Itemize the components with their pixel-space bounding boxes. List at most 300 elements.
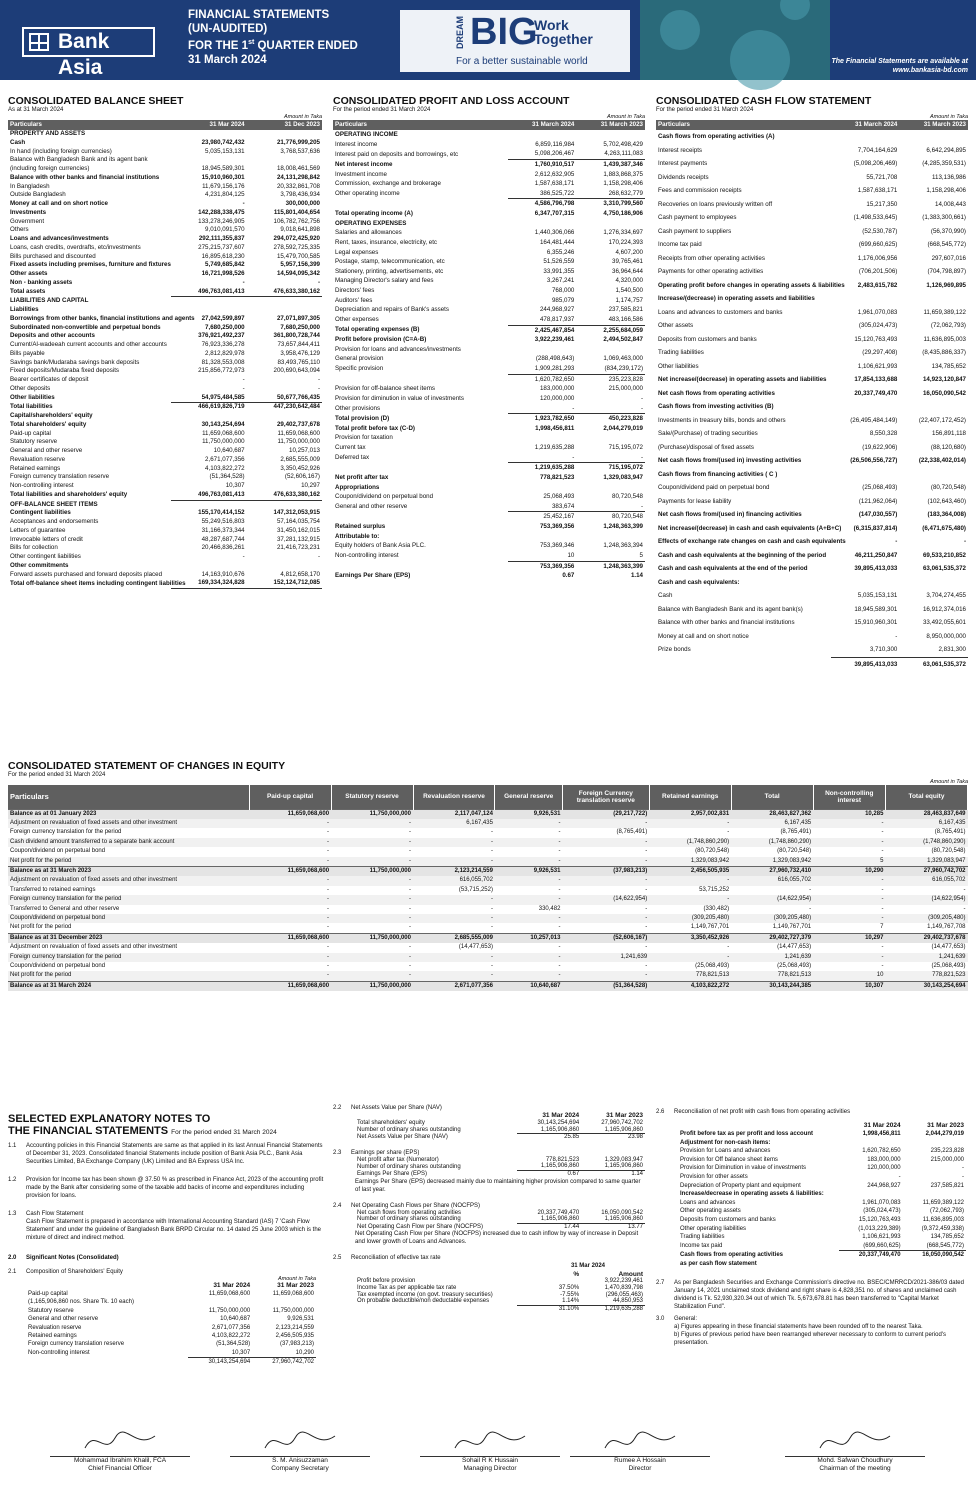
cell-value: 1,219,635,288 — [581, 1305, 645, 1312]
table-row — [333, 522, 645, 532]
table-row — [333, 179, 645, 189]
row-label: Adjustment on revaluation of fixed assets and other investment — [8, 819, 249, 828]
cell-value: 753,369,346 — [539, 542, 575, 550]
row-label: Loans and advances/investments — [10, 235, 109, 242]
col-header: 31 Mar 2024 — [542, 1112, 580, 1120]
cell-value: 142,288,338,475 — [198, 208, 245, 216]
cell-value: - — [813, 838, 885, 847]
cell-value: 73,657,844,411 — [277, 341, 320, 348]
cell-value: - — [640, 404, 643, 412]
cell-value — [899, 576, 968, 590]
table-row — [333, 404, 645, 414]
table-row — [333, 286, 645, 296]
cell-value: 11,659,068,600 — [249, 981, 331, 991]
table-row — [8, 886, 968, 895]
cell-value: - — [249, 857, 331, 867]
cell-value: 496,763,081,413 — [171, 288, 246, 297]
cell-value: -7.55% — [560, 1291, 580, 1298]
cell-value: - — [640, 453, 643, 461]
row-label: Net cash flows from/(used in) financing activities — [658, 511, 802, 518]
col-header: General reserve — [495, 785, 563, 809]
promo-big: BIG — [470, 11, 538, 53]
row-label: Letters of guarantee — [10, 526, 66, 534]
table-row — [8, 518, 322, 527]
table-row — [656, 265, 968, 279]
cell-value: 447,230,642,484 — [247, 403, 322, 412]
row-label: (1,165,906,860 nos. Share Tk. 10 each) — [28, 1299, 134, 1306]
cash-flow-table — [656, 120, 968, 671]
cell-value: (51,364,528) — [209, 473, 245, 481]
row-label: Other commitments — [10, 561, 69, 569]
cell-value: 27,042,599,897 — [201, 314, 245, 322]
cell-value: 292,111,355,837 — [198, 235, 245, 242]
row-label: Other operating assets — [680, 1208, 741, 1215]
cell-value: (1,748,860,290) — [649, 838, 731, 847]
cell-value: - — [495, 914, 563, 923]
cell-value: 778,821,523 — [545, 1156, 580, 1163]
cell-value — [508, 532, 577, 542]
table-row — [8, 473, 322, 482]
table-row — [8, 200, 322, 209]
header-website-link[interactable]: www.bankasia-bd.com — [892, 67, 968, 74]
table-row — [656, 427, 968, 441]
cell-value: 7,704,164,629 — [857, 146, 898, 154]
row-label: Money at call and on short notice — [10, 200, 108, 207]
cell-value: - — [881, 829, 884, 836]
cell-value — [839, 1190, 902, 1199]
cell-value: - — [558, 848, 561, 855]
cell-value: 1,440,306,066 — [534, 229, 575, 237]
table-row — [333, 424, 645, 434]
cell-value: (80,720,548) — [695, 848, 730, 855]
col-header: 31 Mar 2023 — [927, 1122, 964, 1130]
row-label: Investments — [10, 208, 47, 216]
cell-value: 2,671,077,356 — [413, 981, 495, 991]
cell-value: 39,895,413,033 — [831, 657, 900, 671]
cell-value: 30,143,254,694 — [885, 981, 967, 991]
table-row — [26, 1358, 316, 1367]
cell-value: (668,545,772) — [926, 1242, 964, 1249]
cell-value: (296,055,463) — [605, 1291, 643, 1298]
cell-value: (52,606,167) — [284, 473, 320, 481]
row-label: Balance as at 31 March 2023 — [8, 866, 249, 876]
cell-value: - — [413, 953, 495, 962]
table-row — [8, 571, 322, 580]
cell-value: 30,143,244,385 — [731, 981, 813, 991]
col-header: Foreign Currency translation reserve — [562, 785, 649, 809]
cell-value: 244,968,927 — [867, 1182, 901, 1189]
cell-value: 1,329,083,942 — [731, 857, 813, 867]
cell-value: 81,328,553,008 — [201, 358, 245, 366]
row-label: Paid-up capital — [10, 429, 51, 437]
cell-value: 4,812,658,170 — [280, 570, 320, 578]
cell-value: 11,750,000,000 — [331, 981, 413, 991]
cell-value: (14,622,954) — [731, 895, 813, 904]
cell-value: (52,530,787) — [862, 227, 898, 235]
cell-value: - — [572, 453, 575, 461]
cell-value: 39,895,413,033 — [854, 565, 898, 572]
note-2-7: As per Bangladesh Securities and Exchange Commission's directive no. BSEC/CMRRCD/2021-386/03 dated January 14, 2021 unclaimed stock dividend and right share is 4,828,351 no. of shares and unclaimed cash dividend is Tk. 52,930,320.34 out of which Tk. 5,673,678.81 has been transferred to "Capital Market Stabilization Fund". — [674, 1279, 964, 1310]
cell-value: (704,798,897) — [927, 268, 966, 275]
row-label: Adjustment for non-cash items: — [680, 1139, 771, 1146]
bank-logo — [22, 27, 155, 79]
table-row — [656, 454, 968, 468]
cell-value: 120,000,000 — [867, 1165, 901, 1172]
row-label: Directors' fees — [335, 287, 375, 294]
cell-value: - — [558, 944, 561, 951]
cell-value: 1,126,969,895 — [926, 281, 966, 289]
signatory-name: Rumee A Hossain — [570, 1456, 710, 1465]
cell-value: - — [881, 963, 884, 969]
cell-value: (1,498,533,645) — [853, 214, 898, 221]
table-row — [8, 562, 322, 571]
tax-rate-table — [355, 1270, 645, 1312]
cell-value: 15,217,350 — [866, 200, 898, 208]
cell-value: 33,492,055,601 — [922, 619, 966, 626]
row-label: Bearer certificates of deposit — [10, 376, 89, 383]
signatory-name: Mohd. Safwan Choudhury — [785, 1456, 925, 1465]
row-label: Deposits and other accounts — [10, 332, 95, 340]
row-label: Net profit after tax — [335, 473, 389, 481]
cell-value: (25,068,493) — [695, 963, 730, 969]
cell-value: - — [963, 886, 966, 893]
cell-value: - — [727, 944, 730, 951]
row-label: Managing Director's salary and fees — [335, 277, 434, 285]
cell-value: - — [327, 848, 330, 855]
cell-value: 6,642,294,895 — [926, 146, 966, 154]
row-label — [26, 1358, 188, 1367]
cell-value: - — [558, 829, 561, 836]
col-header: Particulars — [656, 120, 831, 130]
cell-value: (330,482) — [703, 905, 730, 912]
cell-value: 20,337,749,470 — [854, 389, 898, 397]
cell-value: 37.50% — [558, 1284, 580, 1291]
row-label: Depreciation of Property plant and equipment — [680, 1182, 801, 1189]
row-label: Other operating liabilities — [680, 1225, 747, 1232]
table-row — [8, 923, 968, 933]
cell-value: - — [249, 819, 331, 828]
table-row — [678, 1173, 966, 1182]
cell-value: 15,910,960,301 — [201, 173, 245, 181]
cell-value: 80,720,548 — [576, 512, 645, 522]
cell-value: 10,640,687 — [495, 981, 563, 991]
cell-value: 278,592,725,335 — [273, 243, 320, 251]
shareholders-equity-table — [26, 1282, 316, 1367]
cell-value: - — [331, 971, 413, 981]
row-label: General and other reserve — [10, 447, 83, 454]
cell-value: - — [813, 876, 885, 885]
row-label: Coupon/dividend on perpetual bond — [10, 963, 106, 969]
table-row — [656, 589, 968, 603]
table-row — [8, 270, 322, 279]
cell-value: 30,143,254,694 — [201, 420, 245, 428]
table-row — [333, 149, 645, 159]
cell-value: 3,922,239,461 — [604, 1278, 643, 1285]
cell-value: 11,750,000,000 — [208, 1307, 251, 1314]
tax-rate-period: 31 Mar 2024 — [570, 1263, 605, 1270]
row-label — [656, 657, 831, 671]
table-row — [355, 1157, 645, 1164]
cell-value: - — [558, 963, 561, 969]
row-label: Fees and commission receipts — [658, 187, 742, 194]
cell-value: (25,068,493) — [931, 963, 966, 969]
note-number: 1.2 — [8, 1177, 17, 1183]
cell-value — [247, 412, 322, 421]
table-row — [8, 156, 322, 165]
promo-tagline: For a better sustainable world — [456, 56, 588, 67]
cell-value: 16,912,374,016 — [922, 605, 966, 613]
cell-value: 11,659,068,600 — [249, 933, 331, 943]
row-label: Provision for Diminution in value of investments — [680, 1165, 807, 1172]
cell-value: 1,587,638,171 — [857, 187, 898, 194]
cell-value: 5,035,153,131 — [857, 592, 898, 599]
profit-loss-table — [333, 120, 645, 581]
note-1-1: Accounting policies in this Financial Statements are same as that applied in its last Annual Financial Statements of December 31, 2023. Consolidated financial Statements include position of Bank Asia PLC., Bank Asia Securities Limited, BA Exchange Company (UK) Limited and BA Express USA Inc. — [26, 1143, 323, 1165]
cell-value: - — [331, 895, 413, 904]
table-row — [656, 535, 968, 549]
signatory-role: Chairman of the meeting — [819, 1465, 891, 1472]
row-label: Cash dividend amount transferred to a separate bank account — [8, 838, 249, 847]
signature-block — [220, 1428, 380, 1473]
cell-value: - — [317, 553, 320, 560]
cell-value: 183,000,000 — [867, 1156, 901, 1163]
cell-value: (37,983,213) — [562, 866, 649, 876]
cell-value: 3,710,300 — [869, 646, 898, 653]
row-label: Bills for collection — [10, 544, 58, 552]
table-row — [656, 319, 968, 333]
cell-value: 753,369,356 — [539, 523, 575, 530]
cell-value: 1,620,782,650 — [508, 374, 577, 384]
cell-value: 2,044,279,019 — [603, 424, 643, 432]
table-row — [8, 288, 322, 297]
cell-value: 10,307 — [813, 981, 885, 991]
cell-value: - — [249, 953, 331, 962]
table-row — [333, 228, 645, 238]
table-row — [8, 482, 322, 491]
row-label: Paid-up capital — [28, 1291, 68, 1297]
cell-value — [171, 306, 246, 315]
row-label: Coupon/dividend on perpetual bond — [335, 493, 434, 501]
cell-value: 1,248,363,399 — [576, 561, 645, 571]
cell-value — [171, 562, 246, 571]
cell-value — [171, 297, 246, 306]
table-row — [333, 345, 645, 355]
cell-value: 1,174,757 — [615, 296, 643, 304]
cell-value — [576, 130, 645, 140]
cell-value: 450,223,828 — [576, 414, 645, 424]
cell-value: - — [495, 819, 563, 828]
cell-value: - — [249, 876, 331, 885]
cell-value: 1,923,782,650 — [508, 414, 577, 424]
note-number: 3.0 — [656, 1315, 665, 1322]
row-label: Investments in treasury bills, bonds and others — [658, 416, 786, 424]
row-label: Provision for off-balance sheet items — [335, 385, 435, 393]
cell-value: (80,720,548) — [931, 848, 966, 855]
table-row — [678, 1225, 966, 1234]
row-label: Effects of exchange rate changes on cash and cash equivalents — [658, 538, 846, 545]
row-label: In Bangladesh — [10, 182, 50, 190]
row-label: Total off-balance sheet items including contingent liabilities — [10, 579, 186, 587]
cell-value: (1,748,860,290) — [885, 838, 967, 847]
cell-value: 36,964,644 — [612, 267, 643, 275]
cell-value: 21,776,999,205 — [276, 138, 320, 146]
balance-sheet-title: CONSOLIDATED BALANCE SHEET — [8, 95, 184, 107]
cell-value: 1,760,910,517 — [508, 159, 577, 169]
cell-value: 7,680,250,000 — [280, 323, 320, 331]
table-row — [678, 1242, 966, 1251]
table-row — [26, 1298, 316, 1306]
row-label: Borrowings from other banks, financial institutions and agents — [10, 314, 195, 322]
cell-value: - — [645, 944, 648, 951]
cell-value: (309,205,480) — [885, 914, 967, 923]
table-row — [656, 360, 968, 374]
col-header: 31 March 2024 — [508, 120, 577, 130]
table-row — [333, 238, 645, 248]
cell-value: 2,255,684,059 — [576, 325, 645, 335]
cell-value: 20,337,749,470 — [839, 1251, 902, 1260]
signature-mark — [260, 1428, 340, 1456]
table-row — [355, 1210, 645, 1217]
cell-value: 4,103,822,272 — [649, 981, 731, 991]
cell-value: (183,364,008) — [927, 511, 966, 518]
table-row — [656, 468, 968, 482]
row-label: Loans and advances — [680, 1199, 736, 1206]
table-row — [8, 933, 968, 943]
cell-value: 1,069,463,000 — [603, 355, 643, 363]
cell-value: 170,224,393 — [608, 238, 643, 246]
table-row — [656, 333, 968, 347]
cell-value: (8,765,491) — [616, 829, 648, 836]
cell-value: 1,587,638,171 — [534, 180, 575, 188]
cell-value: 1,149,767,701 — [772, 924, 812, 931]
cell-value: - — [495, 895, 563, 904]
bank-name: Bank Asia — [58, 30, 110, 79]
table-row — [355, 1285, 645, 1292]
signature-mark — [600, 1428, 680, 1456]
cell-value: 113,136,986 — [932, 173, 966, 181]
table-row — [656, 292, 968, 306]
row-label: Statutory reserve — [28, 1307, 74, 1314]
cell-value: 3,350,452,926 — [649, 933, 731, 943]
promo-together: Together — [534, 31, 593, 47]
note-3-0-a: a) Figures appearing in these financial statements have been rounded off to the nearest Taka. — [674, 1323, 923, 1330]
cell-value: 15,120,763,493 — [854, 335, 898, 343]
row-label: Non-controlling interest — [335, 552, 399, 560]
row-label: Revaluation reserve — [28, 1324, 82, 1331]
cell-value: 1,276,334,697 — [603, 229, 643, 237]
table-row — [8, 866, 968, 876]
cell-value: 1,439,387,346 — [576, 159, 645, 169]
cell-value: (1,383,300,661) — [922, 214, 966, 221]
table-row — [355, 1120, 645, 1127]
cell-value: 4,263,111,083 — [604, 150, 643, 158]
table-row — [8, 465, 322, 474]
cell-value — [831, 292, 900, 306]
cell-value: 4,750,186,906 — [603, 210, 643, 217]
cell-value: - — [409, 924, 411, 931]
cell-value: 6,167,435 — [413, 819, 495, 828]
table-row — [333, 532, 645, 542]
table-row — [8, 385, 322, 394]
cell-value: 1,961,070,083 — [862, 1199, 901, 1206]
table-row — [333, 374, 645, 384]
notes-title-line: THE FINANCIAL STATEMENTS — [8, 1125, 169, 1137]
table-row — [333, 561, 645, 571]
table-row — [8, 394, 322, 403]
row-label: Foreign currency translation reserve — [28, 1341, 125, 1348]
col-header: 31 March 2023 — [899, 120, 968, 130]
row-label: Total operating expenses (B) — [335, 326, 420, 334]
signature-block — [775, 1428, 935, 1473]
cell-value: 11,659,389,122 — [923, 308, 966, 316]
cell-value: 10,257,013 — [289, 447, 320, 454]
cell-value: 23,980,742,432 — [201, 138, 245, 146]
cell-value: 616,055,702 — [885, 876, 967, 885]
cell-value: 4,320,000 — [615, 277, 643, 285]
cell-value: 1,165,906,860 — [540, 1216, 580, 1223]
table-row — [333, 296, 645, 306]
profit-loss-subtitle: For the period ended 31 March 2024 — [333, 107, 431, 113]
row-label: Profit before tax as per profit and loss account — [680, 1131, 814, 1137]
cell-value: - — [490, 963, 493, 969]
cell-value: 11,659,068,600 — [272, 1291, 314, 1297]
table-row — [8, 350, 322, 359]
promo-banner — [400, 10, 630, 72]
cell-value: 7,680,250,000 — [205, 323, 245, 331]
cell-value: 2,117,047,124 — [413, 809, 495, 819]
table-row — [8, 235, 322, 244]
cell-value: - — [562, 838, 649, 847]
cell-value: 1,219,635,288 — [508, 463, 577, 473]
cell-value: - — [809, 905, 812, 912]
cell-value: 15,479,700,585 — [276, 252, 320, 260]
cell-value: - — [317, 384, 320, 392]
cell-value: - — [558, 886, 561, 893]
cell-value — [903, 1260, 966, 1269]
cell-value: (9,372,459,338) — [921, 1225, 964, 1232]
table-row — [8, 905, 968, 914]
cell-value: (29,297,408) — [862, 349, 898, 356]
col-header: 31 Dec 2023 — [247, 120, 322, 130]
row-label: Stationery, printing, advertisements, etc — [335, 267, 444, 275]
cell-value — [508, 433, 577, 443]
table-row — [26, 1307, 316, 1315]
cell-value — [171, 130, 246, 139]
row-label: Retained earnings — [28, 1333, 77, 1340]
cell-value: 483,166,586 — [608, 315, 643, 323]
row-label: Other liabilities — [658, 362, 699, 370]
cell-value: 11,679,156,176 — [202, 182, 245, 190]
cell-value: - — [572, 404, 575, 412]
row-label: Provision for Off balance sheet items — [680, 1156, 778, 1163]
cell-value: (19,622,906) — [862, 443, 898, 451]
signatory-role: Chief Financial Officer — [88, 1465, 152, 1472]
cell-value: - — [413, 838, 495, 847]
cell-value: 4,607,200 — [615, 248, 643, 256]
row-label: Rent, taxes, insurance, electricity, etc — [335, 238, 438, 246]
table-row — [656, 252, 968, 266]
table-row — [656, 657, 968, 671]
cell-value — [576, 532, 645, 542]
table-row — [8, 209, 322, 218]
cell-value: 25.85 — [517, 1134, 581, 1141]
header-title-line: (UN-AUDITED) — [188, 23, 268, 35]
row-label — [355, 1305, 517, 1312]
table-row — [8, 183, 322, 192]
row-label: Number of ordinary shares outstanding — [357, 1163, 461, 1170]
table-row — [8, 847, 968, 856]
table-row — [355, 1163, 645, 1170]
